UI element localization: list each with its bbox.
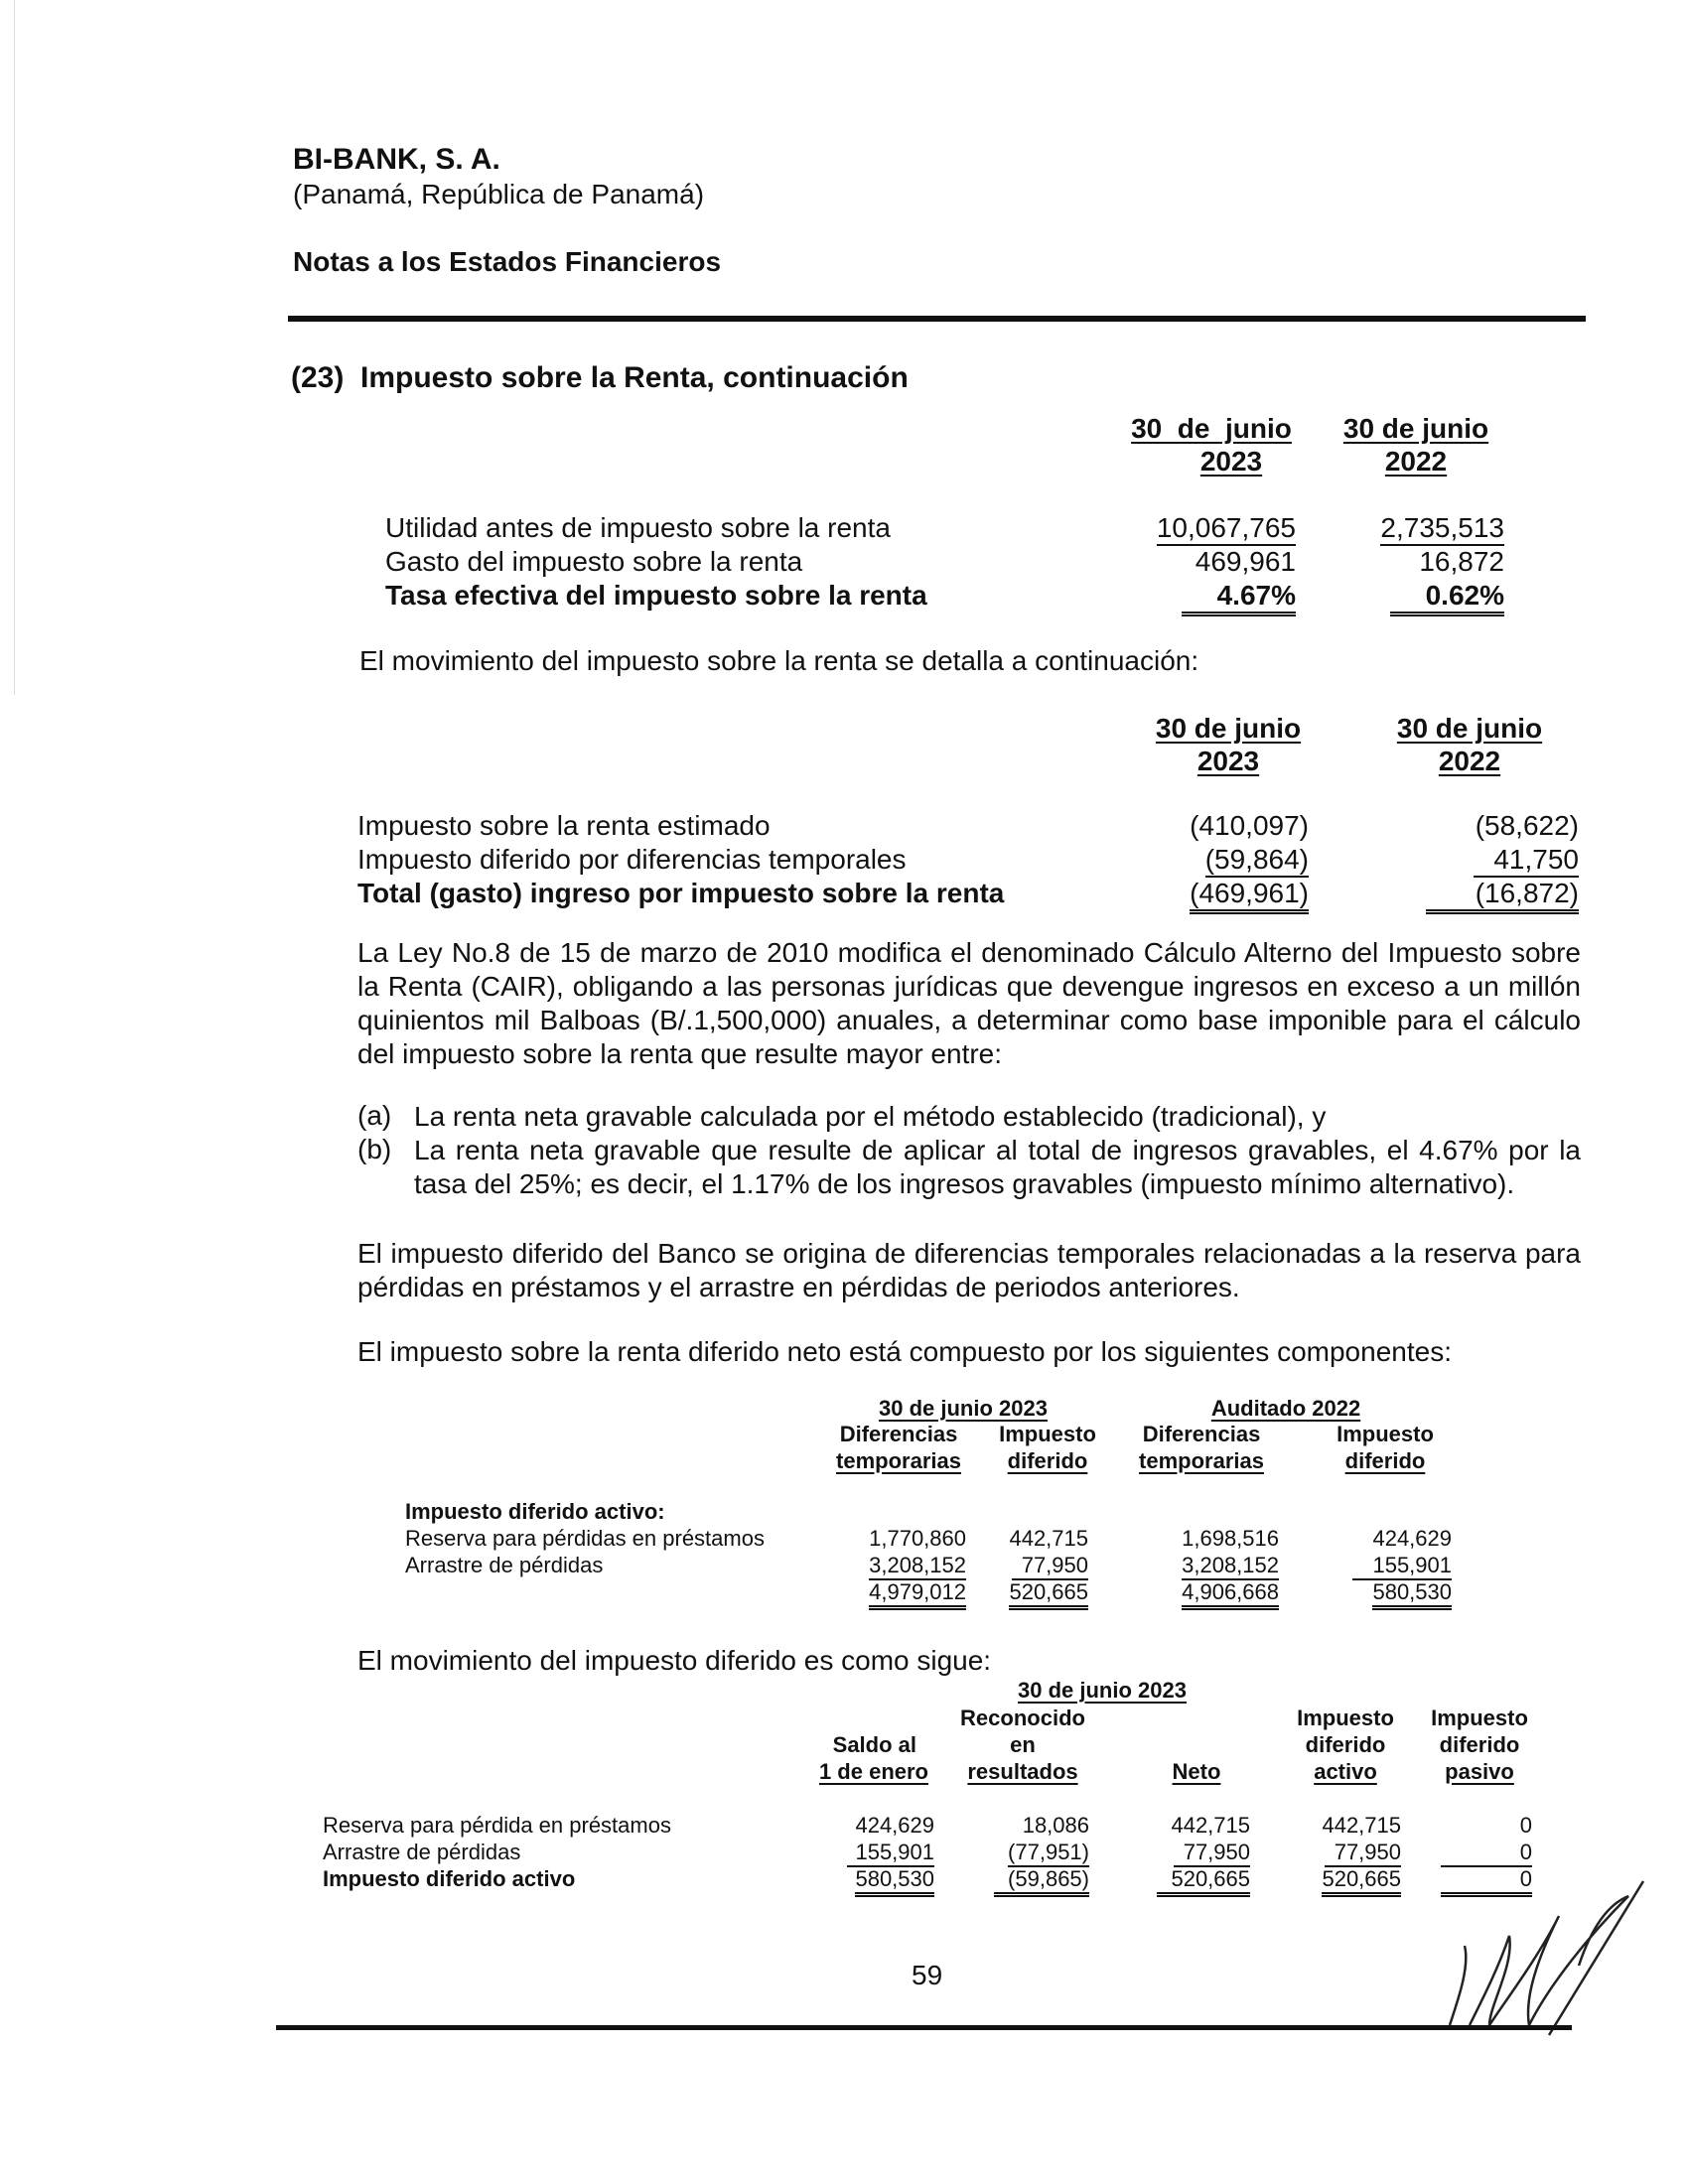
group-header: 30 de junio 2023 [1018,1678,1187,1703]
list-item: La renta neta gravable calculada por el método establecido (tradicional), y [414,1101,1327,1132]
col-header: pasivo [1445,1759,1514,1784]
total-cell: (59,865) [994,1866,1089,1892]
row-label: Impuesto diferido activo [323,1866,576,1891]
col-header: Impuesto [1297,1706,1394,1730]
cell: 3,208,152 [869,1553,966,1578]
list-marker: (b) [357,1134,392,1164]
row-label: Impuesto sobre la renta estimado [357,810,771,841]
col-header: diferido [1439,1732,1520,1757]
cell: 16,872 [1419,546,1504,577]
company-location: (Panamá, República de Panamá) [293,179,705,209]
col-header: Impuesto [999,1422,1096,1446]
col-header: 1 de enero [818,1759,928,1784]
cell: (16,872) [1426,878,1579,909]
row-label: Reserva para pérdidas en préstamos [405,1526,765,1551]
cell: 469,961 [1195,546,1296,577]
col-header: Neto [1172,1759,1221,1784]
total-cell: 4,906,668 [1182,1579,1279,1605]
col-header: 30 de junio [1155,713,1302,744]
group-header: 30 de junio 2023 [879,1396,1048,1421]
cell: 442,715 [1009,1526,1088,1551]
cell: (77,951) [1008,1840,1089,1865]
cell: (58,622) [1475,810,1579,841]
cell: (469,961) [1190,878,1309,909]
col-header: 2022 [1438,746,1501,776]
cell: 3,208,152 [1182,1553,1279,1578]
cell: (410,097) [1190,810,1309,841]
list-marker: (a) [357,1100,392,1131]
cell: 0.62% [1390,580,1504,612]
cell: 442,715 [1322,1813,1401,1838]
col-header: 2023 [1196,746,1260,776]
col-header: 30 de junio [1342,413,1489,444]
total-cell: 0 [1441,1866,1532,1892]
cell: 0 [1519,1813,1532,1838]
margin-line [14,0,15,695]
cell: 442,715 [1171,1813,1250,1838]
components-intro: El impuesto sobre la renta diferido neto está compuesto por los siguientes componentes: [357,1336,1452,1367]
total-cell: 4,979,012 [869,1579,966,1605]
group-header: Auditado 2022 [1210,1396,1361,1421]
row-label: Arrastre de pérdidas [405,1553,604,1577]
cell: 424,629 [855,1813,934,1838]
col-header: 30 de junio [1131,413,1292,444]
movement-intro: El movimiento del impuesto sobre la renta se detalla a continuación: [359,645,1199,676]
row-label: Utilidad antes de impuesto sobre la renta [385,512,891,543]
col-header: Reconocido [960,1706,1085,1730]
row-label: Tasa efectiva del impuesto sobre la renta [385,580,927,611]
col-header: resultados [967,1759,1078,1784]
row-label: Reserva para pérdida en préstamos [323,1813,671,1838]
col-header: temporarias [1139,1448,1264,1473]
col-header: 30 de junio [1396,713,1543,744]
cell: 2,735,513 [1380,512,1504,544]
col-header: temporarias [836,1448,961,1473]
header-rule [288,316,1586,322]
cell: 77,950 [1012,1553,1088,1578]
total-cell: 520,665 [1157,1866,1250,1892]
col-header: 2023 [1199,446,1263,477]
cell: 424,629 [1372,1526,1452,1551]
col-header: en [1010,1732,1036,1757]
cell: 155,901 [847,1840,934,1865]
total-cell: 580,530 [1372,1579,1452,1605]
col-header: diferido [1305,1732,1386,1757]
cell: 41,750 [1474,844,1579,876]
col-header: 2022 [1384,446,1448,477]
col-header: Impuesto [1431,1706,1528,1730]
col-header: Diferencias [1142,1422,1261,1446]
deferred-movement-intro: El movimiento del impuesto diferido es como sigue: [357,1645,992,1676]
list-item: La renta neta gravable que resulte de aplicar al total de ingresos gravables, el 4.67% por la tasa del 25%; es decir, el 1.17% de los ingresos gravables (impuesto mínimo alternativo). [414,1135,1581,1199]
cell: 18,086 [1022,1813,1089,1838]
signature-mark [1430,1876,1658,2045]
cell: 1,770,860 [869,1526,966,1551]
law-paragraph: La Ley No.8 de 15 de marzo de 2010 modifica el denominado Cálculo Alterno del Impuesto sobre la Renta (CAIR), obligando a las personas jurídicas que devengue ingresos en exceso a un millón quinientos mil Balboas (B/.1,500,000) anuales, a determinar como base imponible para el cálculo del impuesto sobre la renta que resulte mayor entre: [357,937,1581,1069]
deferred-paragraph: El impuesto diferido del Banco se origina de diferencias temporales relacionadas a la reserva para pérdidas en préstamos y el arrastre en pérdidas de periodos anteriores. [357,1238,1581,1302]
section-title: Notas a los Estados Financieros [293,246,722,277]
cell: 0 [1441,1840,1532,1865]
total-cell: 520,665 [1322,1866,1401,1892]
cell: (59,864) [1205,844,1309,876]
row-label: Total (gasto) ingreso por impuesto sobre la renta [357,878,1005,908]
section-label: Impuesto diferido activo: [405,1499,665,1524]
row-label: Gasto del impuesto sobre la renta [385,546,803,577]
col-header: activo [1314,1759,1377,1784]
total-cell: 520,665 [1009,1579,1088,1605]
cell: 77,950 [1174,1840,1250,1865]
note-title: (23) Impuesto sobre la Renta, continuación [291,361,909,394]
col-header: diferido [1344,1448,1426,1473]
cell: 77,950 [1325,1840,1401,1865]
total-cell: 580,530 [855,1866,934,1892]
row-label: Impuesto diferido por diferencias temporales [357,844,907,875]
company-name: BI-BANK, S. A. [293,143,500,176]
col-header: Impuesto [1336,1422,1434,1446]
row-label: Arrastre de pérdidas [323,1840,521,1864]
page-number: 59 [912,1960,943,1990]
cell: 4.67% [1182,580,1296,612]
col-header: Diferencias [839,1422,958,1446]
col-header: Saldo al [832,1732,916,1757]
cell: 10,067,765 [1157,512,1296,544]
col-header: diferido [1007,1448,1088,1473]
cell: 155,901 [1352,1553,1452,1578]
cell: 1,698,516 [1182,1526,1279,1551]
footer-rule [276,2025,1572,2030]
